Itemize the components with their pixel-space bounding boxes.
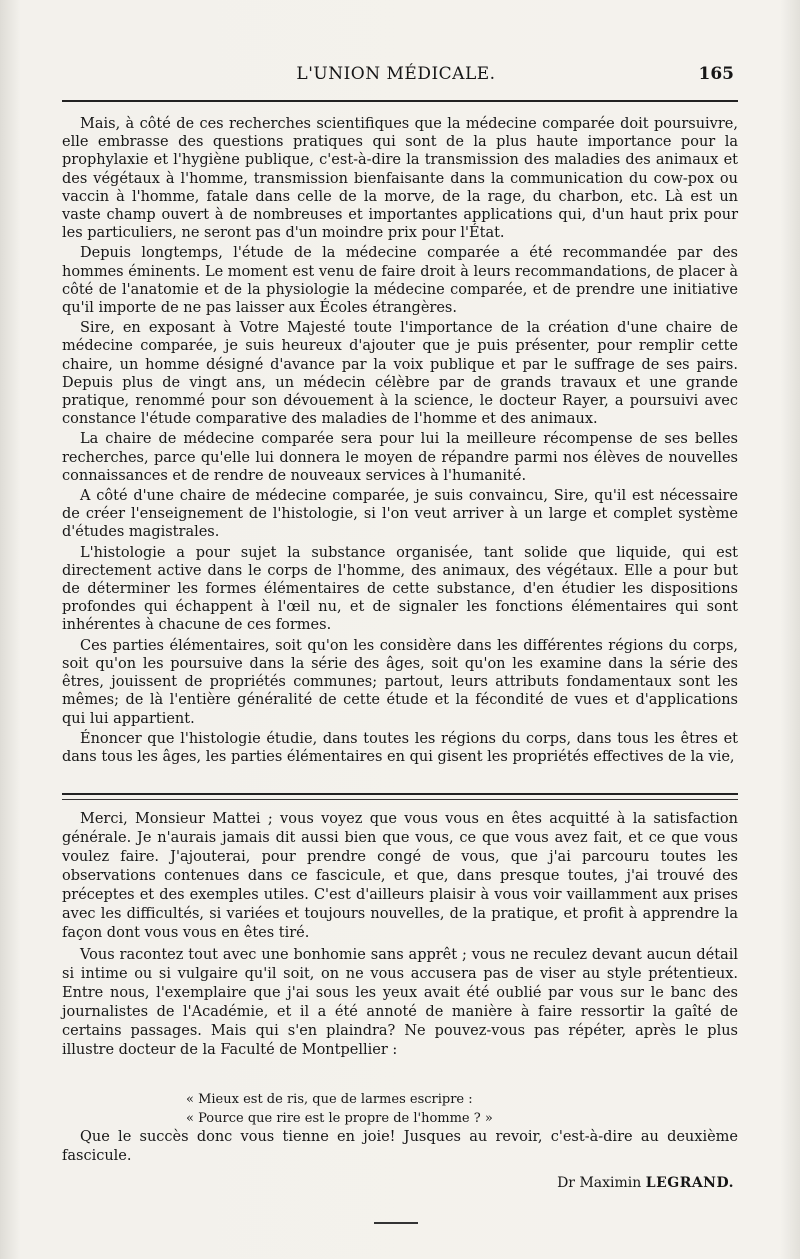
paragraph: Sire, en exposant à Votre Majesté toute l'importance de la création d'une chaire de médecine comparée, je suis heureux d'ajouter que je puis présenter, pour remplir cette chaire, un homme désigné d'avance par la voix publique et par le suffrage de ses pairs. Depuis plus de vingt ans, un médecin célèbre par de grands travaux et une grande pratique, renommé pour son dévouement à la science, le docteur Rayer, a poursuivi avec constance l'étude comparative des maladies de l'homme et des animaux. xyxy=(62,320,738,428)
feuilleton-paragraph: Vous racontez tout avec une bonhomie sans apprêt ; vous ne reculez devant aucun détail si intime ou si vulgaire qu'il soit, on ne vous accusera pas de viser au style prétentieux. Entre nous, l'exemplaire que j'ai sous les yeux avait été oublié par vous sur le banc des journalistes de l'Académie, et il a été annoté de manière à faire ressortir la gaîté de certains passages. Mais qui s'en plaindra? Ne pouvez-vous pas répéter, après le plus illustre docteur de la Faculté de Montpellier : xyxy=(62,947,738,1058)
page-header xyxy=(56,60,736,88)
signature-first-name: Maximin xyxy=(579,1175,642,1191)
signature-last-name: LEGRAND. xyxy=(645,1175,734,1191)
paragraph: L'histologie a pour sujet la substance organisée, tant solide que liquide, qui est directement active dans le corps de l'homme, des animaux, des végétaux. Elle a pour but de déterminer les formes élémentaires de cette substance, d'en étudier les dispositions profondes qui échappent à l'œil nu, et de signaler les fonctions élémentaires qui sont inhérentes à chacune de ces formes. xyxy=(62,544,738,634)
quote-line: « Mieux est de ris, que de larmes escripre : xyxy=(186,1092,473,1107)
quote-line: « Pource que rire est le propre de l'homme ? » xyxy=(186,1111,493,1126)
paragraph: Depuis longtemps, l'étude de la médecine comparée a été recommandée par des hommes éminents. Le moment est venu de faire droit à leurs recommandations, de placer à côté de l'anatomie et de la physiologie la médecine comparée, et de prendre une initiative qu'il importe de ne pas laisser aux Écoles étrangères. xyxy=(62,245,738,317)
paragraph: Mais, à côté de ces recherches scientifiques que la médecine comparée doit poursuivre, elle embrasse des questions pratiques qui sont de la plus haute importance pour la prophylaxie et l'hygiène publique, c'est-à-dire la transmission des maladies des animaux et des végétaux à l'homme, transmission bienfaisante dans la communication du cow-pox ou vaccin à l'homme, fatale dans celle de la morve, de la rage, du charbon, etc. Là est un vaste champ ouvert à de nombreuses et importantes applications qui, d'un haut prix pour les particuliers, ne seront pas d'un moindre prix pour l'État. xyxy=(62,116,738,242)
closing-paragraph: Que le succès donc vous tienne en joie! Jusques au revoir, c'est-à-dire au deuxième fascicule. xyxy=(62,1129,738,1164)
quotation xyxy=(186,1090,738,1128)
page-number: 165 xyxy=(698,64,734,84)
running-title: L'UNION MÉDICALE. xyxy=(296,64,496,84)
feuilleton-divider xyxy=(62,793,738,800)
paragraph: La chaire de médecine comparée sera pour lui la meilleure récompense de ses belles recherches, parce qu'elle lui donnera le moyen de répandre parmi nos élèves de nouvelles connaissances et de rendre de nouveaux services à l'humanité. xyxy=(62,431,738,484)
header-rule xyxy=(62,100,738,102)
paragraph: Énoncer que l'histologie étudie, dans toutes les régions du corps, dans tous les êtres et dans tous les âges, les parties élémentaires en qui gisent les propriétés effectives de la vie, xyxy=(62,730,738,765)
feuilleton-section xyxy=(62,810,738,1193)
signature-title: Dr xyxy=(557,1175,575,1191)
signature xyxy=(62,1174,734,1193)
paragraph: Ces parties élémentaires, soit qu'on les considère dans les différentes régions du corps, soit qu'on les poursuive dans la série des âges, soit qu'on les examine dans la série des êtres, jouissent de propriétés communes; partout, leurs attributs fondamentaux sont les mêmes; de là l'entière généralité de cette étude et la fécondité de vues et d'applications qui lui appartient. xyxy=(62,637,738,727)
paragraph: A côté d'une chaire de médecine comparée, je suis convaincu, Sire, qu'il est nécessaire de créer l'enseignement de l'histologie, si l'on veut arriver à un large et complet système d'études magistrales. xyxy=(62,488,738,541)
end-rule xyxy=(374,1222,418,1224)
main-article xyxy=(62,115,738,768)
feuilleton-paragraph: Merci, Monsieur Mattei ; vous voyez que vous vous en êtes acquitté à la satisfaction générale. Je n'aurais jamais dit aussi bien que vous, ce que vous avez fait, et ce que vous voulez faire. J'ajouterai, pour prendre congé de vous, que j'ai parcouru toutes les observations contenues dans ce fascicule, et que, dans presque toutes, j'ai trouvé des préceptes et des exemples utiles. C'est d'ailleurs plaisir à vous voir vaillamment aux prises avec les difficultés, si variées et toujours nouvelles, de la pratique, et profit à apprendre la façon dont vous vous en êtes tiré. xyxy=(62,811,738,941)
